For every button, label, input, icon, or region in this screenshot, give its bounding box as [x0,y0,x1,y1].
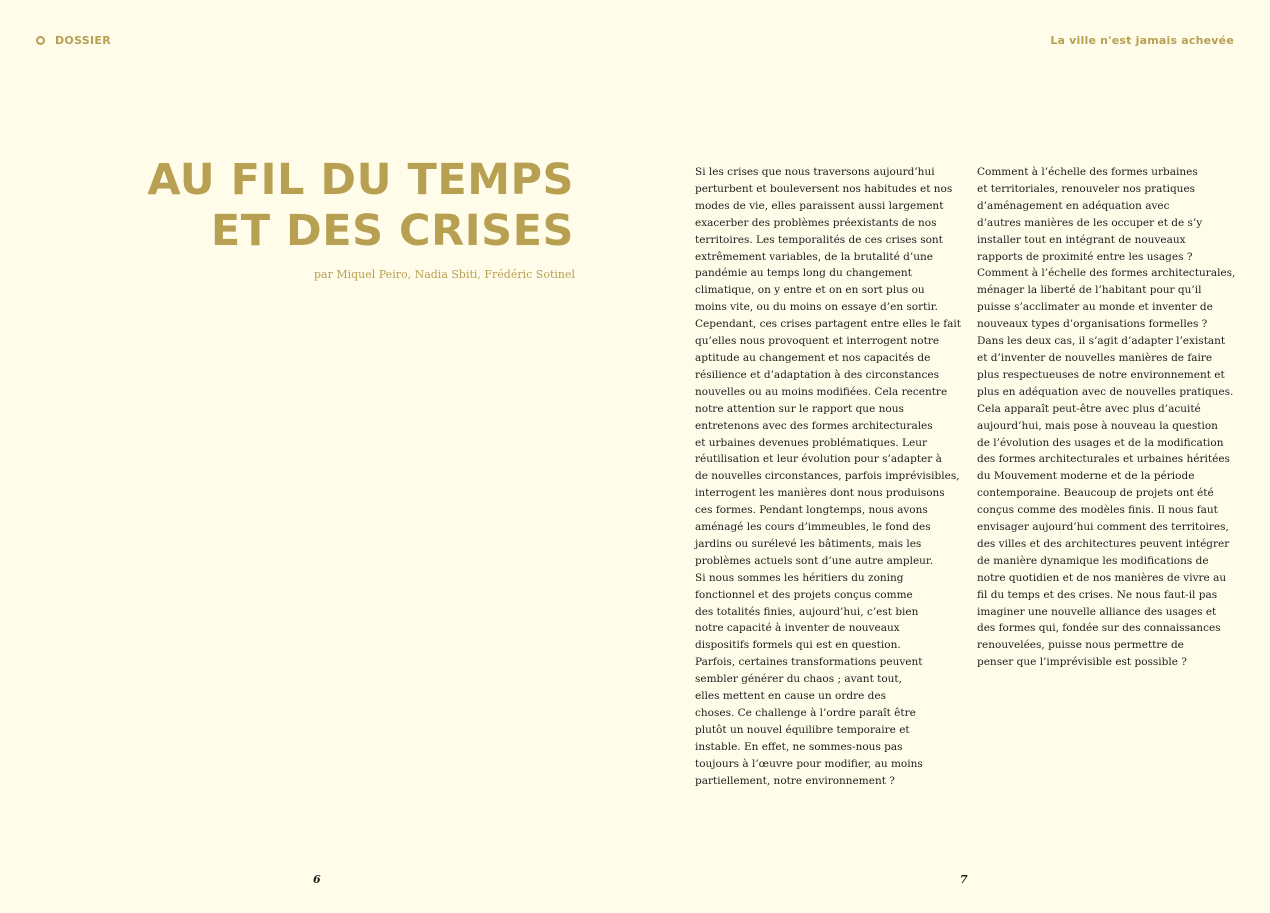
title-line-1: AU FIL DU TEMPS [147,155,574,205]
body-text-line: jardins ou surélevé les bâtiments, mais les [695,537,922,550]
body-column-2 [977,164,1239,671]
body-text-line: aptitude au changement et nos capacités de [695,351,931,364]
body-text-line: de manière dynamique les modifications de [977,554,1209,567]
body-text-line: des formes architecturales et urbaines héritées [977,453,1230,466]
body-text-line: et urbaines devenues problématiques. Leur [695,436,928,449]
body-text-line: résilience et d’adaptation à des circonstances [695,368,939,381]
body-text-line: dispositifs formels qui est en question. [695,639,901,652]
body-text-line: toujours à l’œuvre pour modifier, au moins [695,757,923,770]
body-text-line: perturbent et bouleversent nos habitudes et nos [695,182,953,195]
body-text-line: partiellement, notre environnement ? [695,774,895,787]
article-title [94,155,574,257]
body-text-line: plus respectueuses de notre environnement et [977,368,1225,381]
body-text-line: puisse s’acclimater au monde et inventer de [977,301,1213,314]
page-number-left: 6 [313,873,321,886]
body-text-line: aujourd’hui, mais pose à nouveau la question [977,419,1218,432]
body-text-line: Cependant, ces crises partagent entre elles le fait [695,318,961,331]
body-text-line: des formes qui, fondée sur des connaissances [977,622,1221,635]
body-text-line: qu’elles nous provoquent et interrogent notre [695,335,940,348]
body-text-line: notre capacité à inventer de nouveaux [695,622,900,635]
body-text-line: Comment à l’échelle des formes architecturales, [977,267,1236,280]
body-text-line: et territoriales, renouveler nos pratiques [977,182,1196,195]
circle-bullet-icon [36,36,45,45]
body-text-line: d’aménagement en adéquation avec [977,199,1170,212]
body-text-line: conçus comme des modèles finis. Il nous faut [977,504,1218,517]
body-text-line: notre quotidien et de nos manières de vivre au [977,571,1227,584]
byline: par Miquel Peiro, Nadia Sbiti, Frédéric Sotinel [313,268,575,281]
body-text-line: envisager aujourd’hui comment des territoires, [977,521,1229,534]
body-text-line: modes de vie, elles paraissent aussi largement [695,199,944,212]
body-text-line: d’autres manières de les occuper et de s’y [977,216,1203,229]
body-text-line: Dans les deux cas, il s’agit d’adapter l’existant [977,335,1226,348]
body-text-line: choses. Ce challenge à l’ordre paraît être [695,707,916,719]
body-text-line: de l’évolution des usages et de la modification [977,436,1224,449]
body-text-line: du Mouvement moderne et de la période [977,470,1195,483]
section-label: DOSSIER [55,34,112,47]
body-text-line: Si les crises que nous traversons aujourd’hui [695,166,935,178]
body-text-line: nouvelles ou au moins modifiées. Cela recentre [695,385,948,398]
running-title: La ville n'est jamais achevée [1050,34,1234,47]
section-header [36,34,111,47]
body-text-line: Comment à l’échelle des formes urbaines [977,166,1198,178]
body-text-line: ménager la liberté de l’habitant pour qu’il [977,284,1202,297]
body-text-line: pandémie au temps long du changement [695,267,912,280]
body-text-line: entretenons avec des formes architecturales [695,419,933,432]
body-text-line: des totalités finies, aujourd’hui, c’est bien [695,605,919,618]
body-text-line: exacerber des problèmes préexistants de nos [695,216,937,229]
body-text-line: instable. En effet, ne sommes-nous pas [695,740,903,753]
body-text-line: plus en adéquation avec de nouvelles pratiques. [977,385,1234,398]
body-text-line: imaginer une nouvelle alliance des usages et [977,605,1217,618]
title-line-2: ET DES CRISES [210,206,574,256]
body-text-line: nouveaux types d’organisations formelles ? [977,318,1208,331]
body-text-line: territoires. Les temporalités de ces crises sont [695,233,943,246]
body-text-line: interrogent les manières dont nous produisons [695,487,945,500]
body-text-line: Parfois, certaines transformations peuvent [695,656,923,669]
body-text-line: des villes et des architectures peuvent intégrer [977,537,1230,550]
body-text-line: sembler générer du chaos ; avant tout, [695,673,902,686]
body-text-line: ces formes. Pendant longtemps, nous avons [695,504,928,517]
body-text-line: Si nous sommes les héritiers du zoning [695,571,904,584]
body-text-line: extrêmement variables, de la brutalité d’une [695,250,933,263]
body-text-line: problèmes actuels sont d’une autre ampleur. [695,554,934,567]
body-text-line: moins vite, ou du moins on essaye d’en sortir. [695,301,938,314]
body-text-line: fil du temps et des crises. Ne nous faut-il pas [977,588,1218,601]
body-text-line: rapports de proximité entre les usages ? [977,250,1193,263]
body-text-line: penser que l’imprévisible est possible ? [977,656,1187,669]
body-text-line: contemporaine. Beaucoup de projets ont été [977,487,1214,500]
body-text-line: réutilisation et leur évolution pour s’adapter à [695,453,942,466]
body-text-line: renouvelées, puisse nous permettre de [977,639,1184,652]
body-text-line: fonctionnel et des projets conçus comme [695,588,913,601]
body-text-line: elles mettent en cause un ordre des [695,690,886,703]
body-text-line: installer tout en intégrant de nouveaux [977,233,1186,246]
page-number-right: 7 [960,873,968,886]
body-text-line: notre attention sur le rapport que nous [695,402,904,415]
body-text-line: de nouvelles circonstances, parfois imprévisibles, [695,470,960,483]
body-text-line: plutôt un nouvel équilibre temporaire et [695,723,910,736]
body-column-1 [695,164,961,790]
body-text-line: et d’inventer de nouvelles manières de faire [977,351,1213,364]
body-text-line: aménagé les cours d’immeubles, le fond des [695,521,931,534]
body-text-line: climatique, on y entre et on en sort plus ou [695,284,925,297]
body-text-line: Cela apparaît peut-être avec plus d’acuité [977,402,1201,415]
